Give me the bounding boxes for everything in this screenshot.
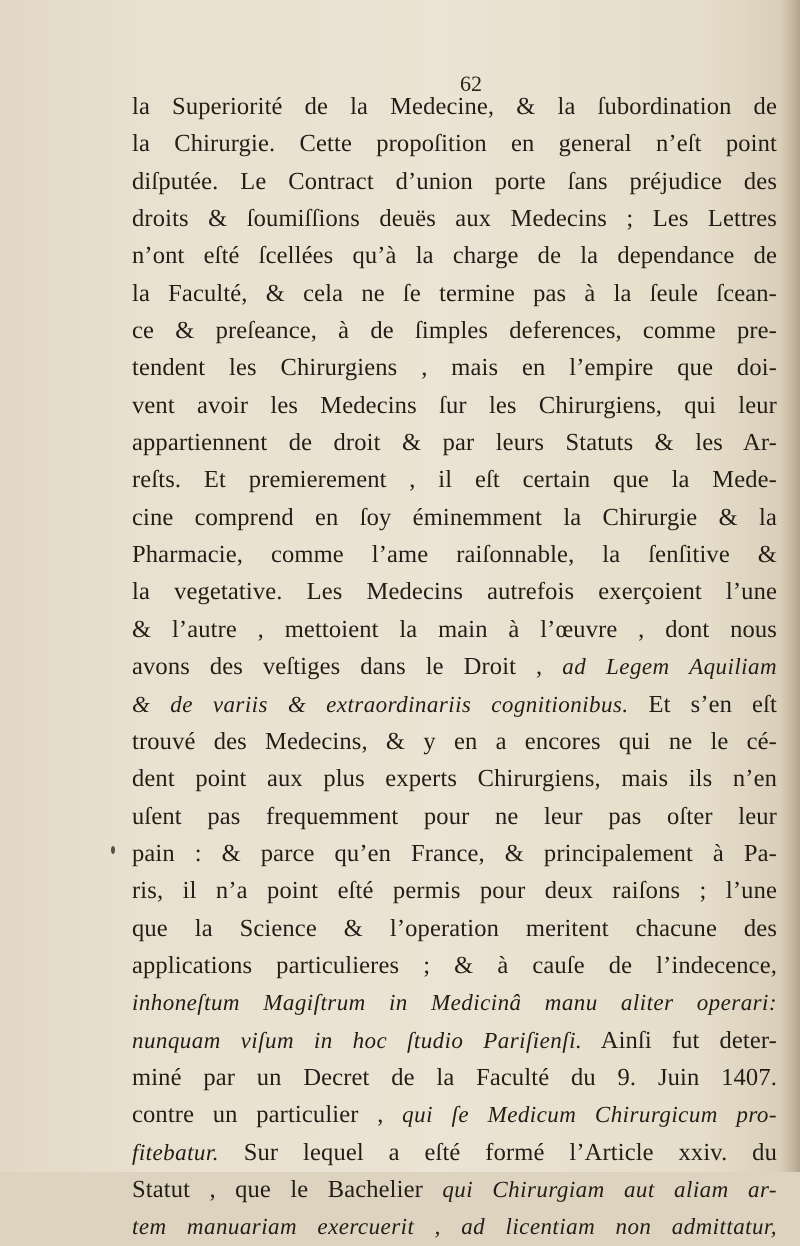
text-segment: Sur lequel a eſté formé l’Article xxiv. du — [218, 1138, 777, 1166]
text-segment: vent avoir les Medecins ſur les Chirurgiens, qui leur — [132, 391, 777, 419]
text-segment: Pharmacie, comme l’ame raiſonnable, la ſenſitive & — [132, 541, 777, 569]
text-line — [132, 872, 777, 909]
text-segment: ce & preſeance, à de ſimples deferences, comme pre- — [132, 317, 777, 345]
text-line — [132, 275, 777, 312]
text-line — [132, 536, 777, 573]
text-line — [132, 387, 777, 424]
text-line — [132, 200, 777, 237]
text-segment: uſent pas frequemment pour ne leur pas oſter leur — [132, 802, 777, 830]
text-line — [132, 163, 777, 200]
page-number: 62 — [460, 71, 482, 96]
text-segment: la Superiorité de la Medecine, & la ſubordination de — [132, 93, 777, 120]
page-edge-shadow — [780, 0, 800, 1172]
text-line — [132, 573, 777, 610]
text-line — [132, 88, 777, 125]
italic-text-segment: qui Chirurgiam aut aliam ar- — [442, 1176, 777, 1202]
text-line — [132, 349, 777, 386]
text-line — [132, 1171, 777, 1208]
body-text — [132, 88, 777, 1245]
text-segment: diſputée. Le Contract d’union porte ſans préjudice des — [132, 167, 777, 195]
text-segment: pain : & parce qu’en France, & principalement à Pa- — [132, 839, 777, 867]
text-line — [132, 1134, 777, 1171]
text-segment: contre un particulier , — [132, 1101, 403, 1129]
text-segment: Statut , que le Bachelier — [132, 1175, 443, 1203]
italic-text-segment: qui ſe Medicum Chirurgicum pro- — [402, 1102, 777, 1128]
italic-text-segment: fitebatur. — [132, 1139, 219, 1165]
text-line — [132, 499, 777, 536]
text-line — [132, 835, 777, 872]
text-segment: Ainſi fut deter- — [582, 1026, 777, 1054]
text-line — [132, 237, 777, 274]
text-segment: & l’autre , mettoient la main à l’œuvre , dont nous — [132, 615, 777, 643]
paper-mark — [111, 846, 115, 854]
text-segment: applications particulieres ; & à cauſe de l’indecence, — [132, 951, 777, 979]
italic-text-segment: nunquam viſum in hoc ſtudio Pariſienſi. — [132, 1027, 583, 1053]
text-line — [132, 1022, 777, 1059]
text-line — [132, 723, 777, 760]
text-line — [132, 1059, 777, 1096]
text-segment: avons des veſtiges dans le Droit , — [132, 653, 563, 681]
text-line — [132, 984, 777, 1021]
text-segment: cine comprend en ſoy éminemment la Chirurgie & la — [132, 503, 777, 531]
text-segment: que la Science & l’operation meritent chacune des — [132, 914, 777, 942]
text-segment: tendent les Chirurgiens , mais en l’empire que doi- — [132, 354, 777, 382]
text-segment: n’ont eſté ſcellées qu’à la charge de la dependance de — [132, 242, 777, 270]
text-line — [132, 312, 777, 349]
text-segment: miné par un Decret de la Faculté du 9. Juin 1407. — [132, 1063, 777, 1091]
text-line — [132, 424, 777, 461]
italic-text-segment: tem manuariam exercuerit , ad licentiam non admittatur, — [132, 1214, 777, 1240]
text-segment: la vegetative. Les Medecins autrefois exerçoient l’une — [132, 578, 777, 606]
italic-text-segment: inhoneſtum Magiſtrum in Medicinâ manu aliter operari: — [132, 990, 777, 1016]
text-line — [132, 798, 777, 835]
text-segment: Et s’en eſt — [628, 690, 777, 718]
text-segment: ris, il n’a point eſté permis pour deux raiſons ; l’une — [132, 877, 777, 905]
text-segment: reſts. Et premierement , il eſt certain que la Mede- — [132, 466, 777, 494]
text-line — [132, 910, 777, 947]
text-segment: appartiennent de droit & par leurs Statuts & les Ar- — [132, 429, 777, 457]
text-line — [132, 947, 777, 984]
text-segment: droits & ſoumiſſions deuës aux Medecins ; Les Lettres — [132, 205, 777, 233]
text-line — [132, 686, 777, 723]
text-line — [132, 611, 777, 648]
text-line — [132, 1096, 777, 1133]
text-line — [132, 760, 777, 797]
text-segment: la Chirurgie. Cette propoſition en general n’eſt point — [132, 130, 777, 158]
italic-text-segment: & de variis & extraordinariis cognitionibus. — [132, 691, 629, 717]
text-line — [132, 648, 777, 685]
text-segment: trouvé des Medecins, & y en a encores qui ne le cé- — [132, 727, 777, 755]
text-line — [132, 125, 777, 162]
text-line — [132, 1208, 777, 1245]
text-line — [132, 461, 777, 498]
italic-text-segment: ad Legem Aquiliam — [562, 654, 778, 680]
text-segment: la Faculté, & cela ne ſe termine pas à la ſeule ſcean- — [132, 279, 777, 307]
text-segment: dent point aux plus experts Chirurgiens, mais ils n’en — [132, 765, 777, 793]
